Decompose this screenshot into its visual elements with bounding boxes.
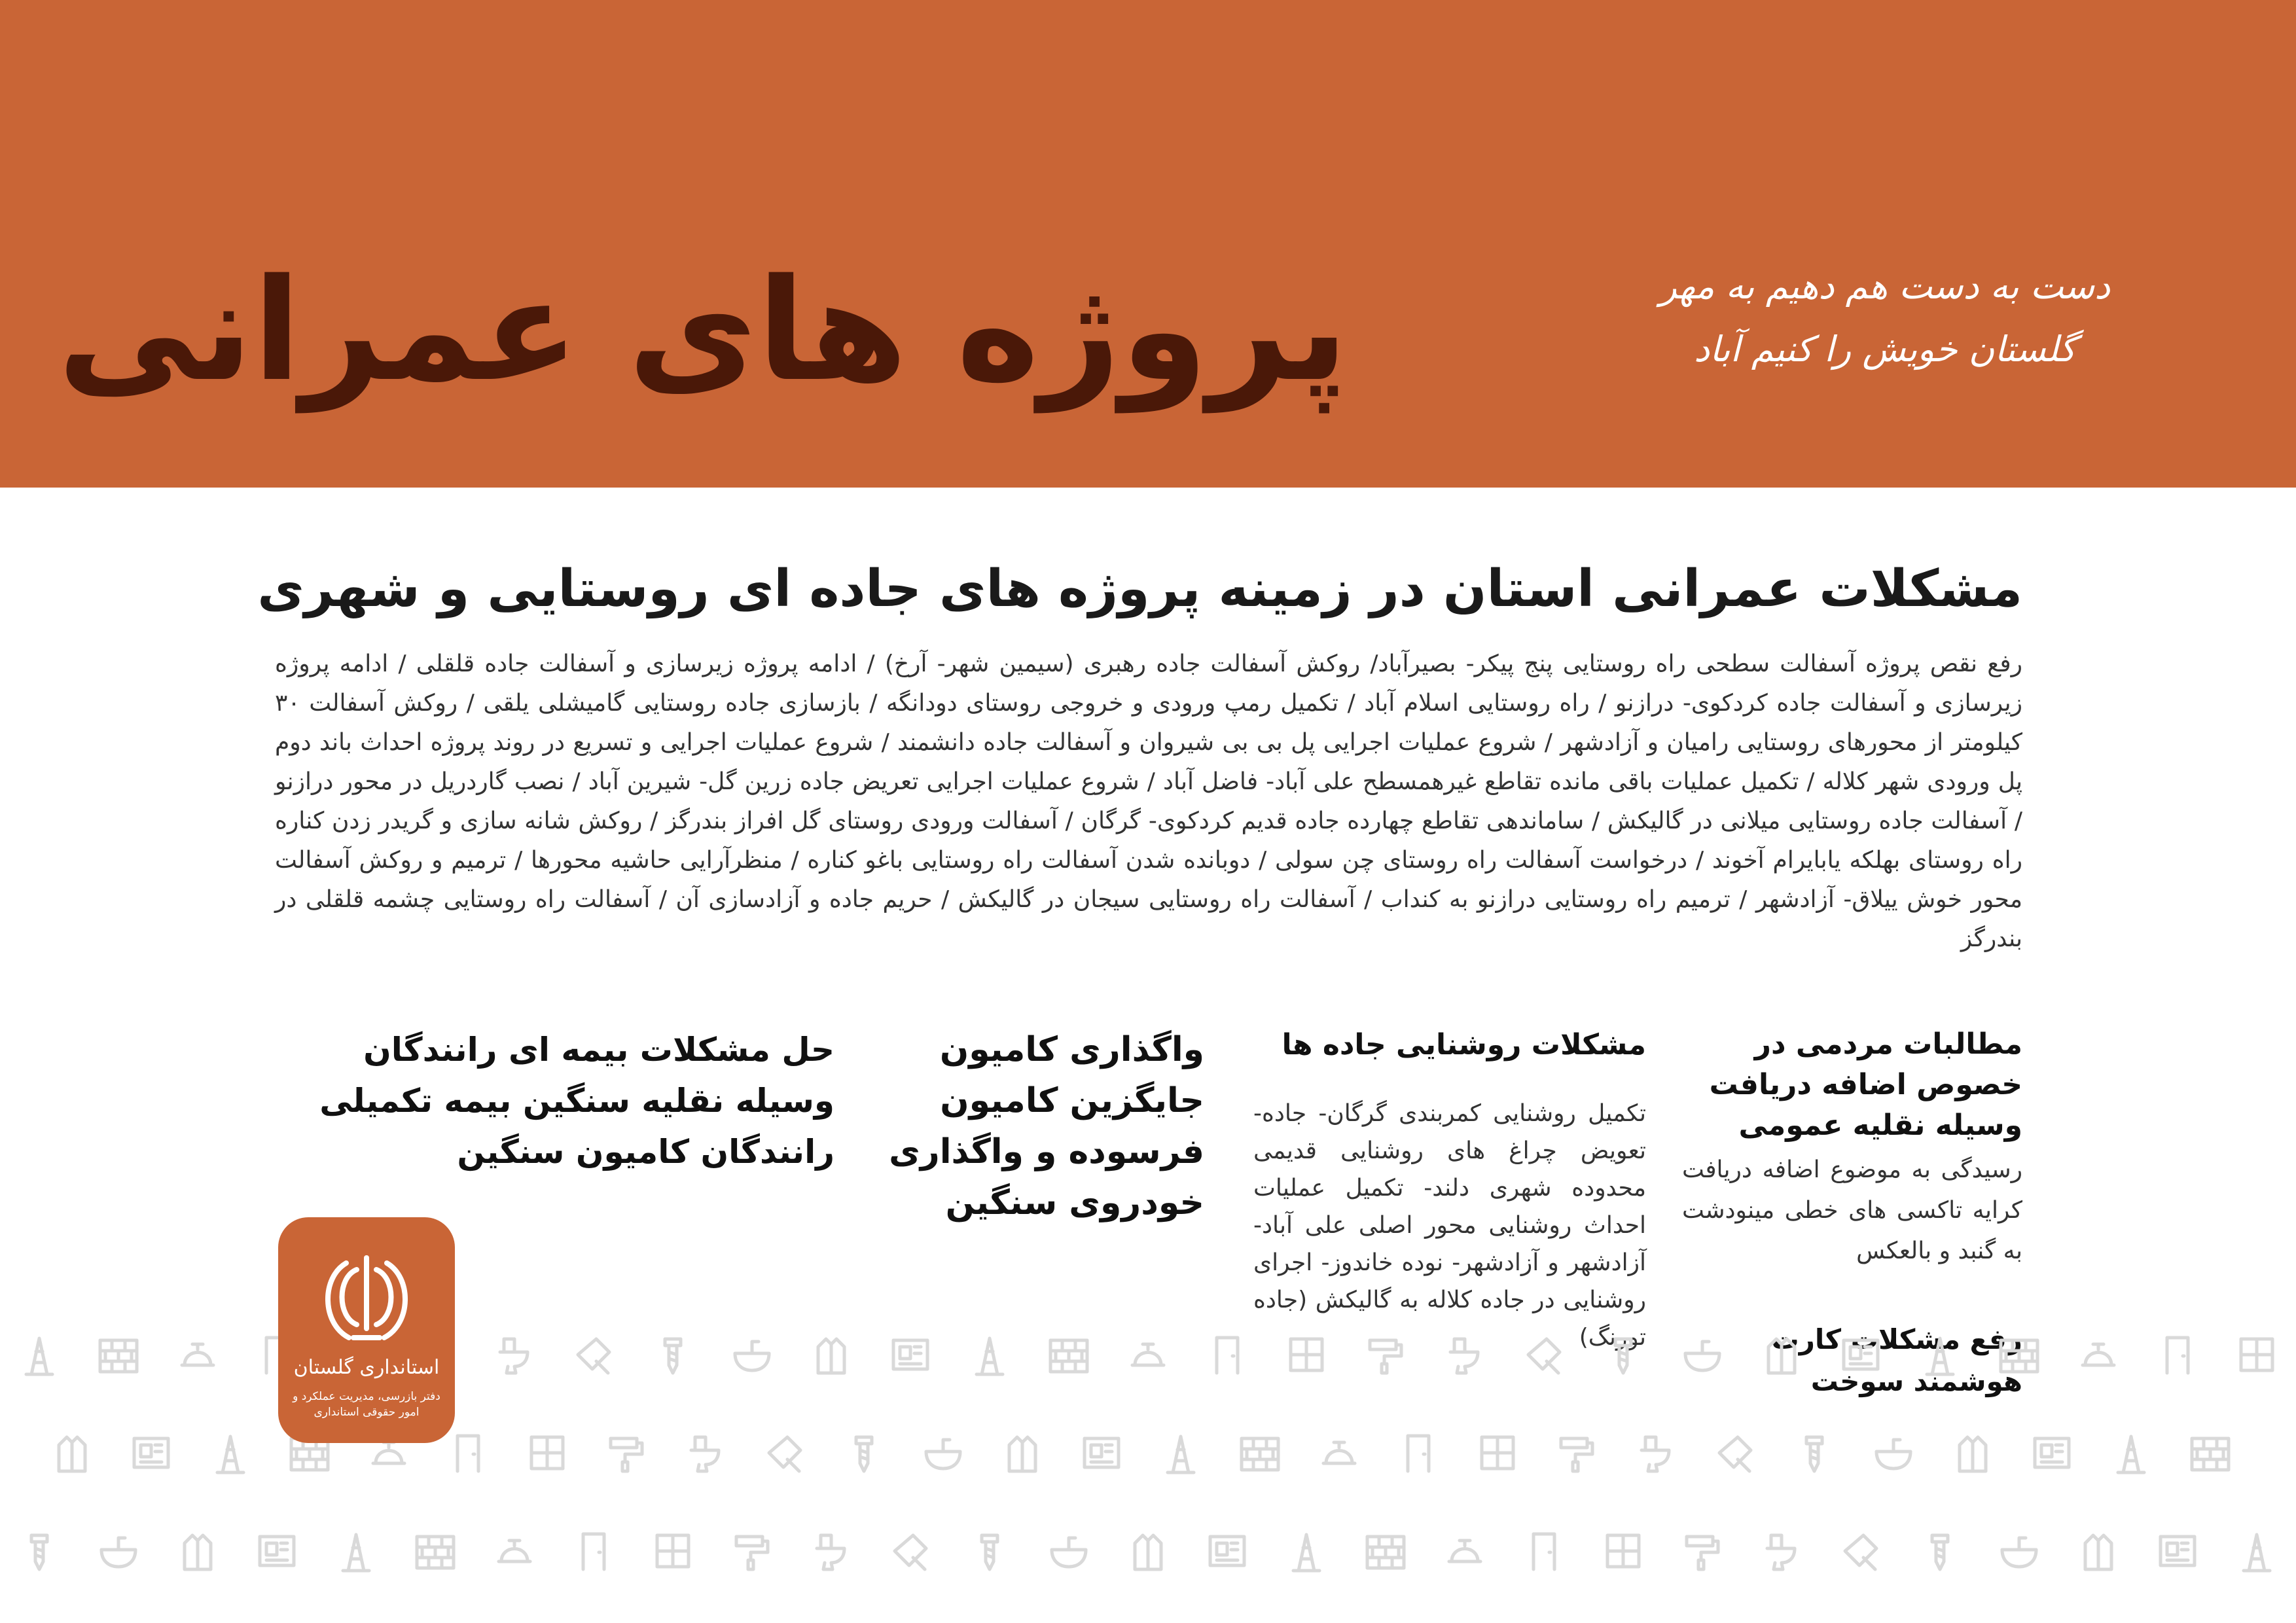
column-subheading: رفع مشکلات کارت هوشمند سوخت xyxy=(1771,1323,2022,1397)
cone-icon xyxy=(217,1436,243,1472)
brick-wall-icon xyxy=(1242,1438,1278,1470)
cone-icon xyxy=(977,1338,1003,1374)
sink-icon xyxy=(101,1538,135,1567)
window-icon xyxy=(657,1535,689,1567)
sink-icon xyxy=(2002,1538,2036,1567)
helmet-icon xyxy=(182,1344,213,1365)
logo-name: استانداری گلستان xyxy=(293,1356,440,1379)
window-icon xyxy=(1482,1437,1513,1469)
paint-roller-icon xyxy=(1370,1340,1401,1373)
page-title: پروژه های عمرانی xyxy=(57,248,1348,412)
cone-icon xyxy=(1293,1535,1319,1571)
governorate-logo xyxy=(278,1217,455,1443)
trowel-icon xyxy=(769,1437,800,1471)
blueprint-icon xyxy=(1844,1340,1878,1369)
helmet-icon xyxy=(1323,1442,1355,1463)
column-heading: مشکلات روشنایی جاده ها xyxy=(1282,1028,1646,1061)
screw-icon xyxy=(1932,1535,1948,1569)
jacket-icon xyxy=(2085,1535,2111,1569)
window-icon xyxy=(1291,1339,1322,1370)
projects-paragraph: رفع نقص پروژه آسفالت سطحی راه روستایی پنج پیکر- بصیرآباد/ روکش آسفالت جاده رهبری (سیمین شهر- آرخ) / ادامه پروژه زیرسازی و آسفالت جاده قلقلی / ادامه پروژه زیرسازی و آسفالت جاده کردکوی- درازنو / راه روستایی اسلام آباد / تکمیل رمپ ورودی و خروجی روستای دودانگه / بازسازی جاده روستایی گامیشلی یلقی / روکش آسفالت ۳۰ کیلومتر از محورهای روستایی رامیان و آزادشهر / شروع عملیات اجرایی پل بی بی شیروان و آسفالت جاده دانشمند / شروع عملیات اجرایی و تسریع در روند پروژه احداث باند دوم پل ورودی شهر کلاله / تکمیل عملیات باقی مانده تقاطع غیرهمسطح علی آباد- فاضل آباد / شروع عملیات اجرایی تعریض جاده زرین گل- شیرین آباد / نصب گاردریل در محور درازنو / آسفالت جاده روستایی میلانی در گالیکش / ساماندهی تقاطع چهارده جاده قدیم کردکوی- گرگان / آسفالت ورودی روستای گل افراز بندرگز / روکش شانه سازی و گریدر زدن کناره راه روستای بهلکه یابایرام آخوند / درخواست آسفالت راه روستای چن سولی / دوبانده شدن آسفالت راه روستایی باغو کناره / منظرآرایی حاشیه محورها / ترمیم و روکش آسفالت محور خوش ییلاق- آزادشهر / ترمیم راه روستایی درازنو به کنداب / آسفالت راه روستایی سیجان در گالیکش / حریم جاده و آزادسازی آن / آسفالت راه روستایی چشمه قلقلی در بندرگز xyxy=(275,651,2022,952)
blueprint-icon xyxy=(2161,1537,2195,1565)
brick-wall-icon xyxy=(417,1537,454,1568)
jacket-icon xyxy=(185,1535,211,1569)
trowel-icon xyxy=(1845,1535,1876,1569)
window-icon xyxy=(2241,1339,2272,1370)
jacket-icon xyxy=(59,1437,85,1471)
helmet-icon xyxy=(373,1442,404,1463)
logo-subtitle: دفتر بازرسی، مدیریت عملکرد و امور حقوقی استانداری xyxy=(293,1390,440,1419)
column-heading: حل مشکلات بیمه ای رانندگان وسیله نقلیه سنگین بیمه تکمیلی رانندگان کامیون سنگین xyxy=(319,1031,834,1171)
main-heading: مشکلات عمرانی استان در زمینه پروژه های جاده ای روستایی و شهری xyxy=(257,560,2022,618)
brick-wall-icon xyxy=(1367,1537,1404,1568)
screw-icon xyxy=(1806,1437,1822,1471)
screw-icon xyxy=(856,1437,872,1471)
jacket-icon xyxy=(1768,1339,1795,1373)
paint-roller-icon xyxy=(1687,1537,1718,1569)
door-icon xyxy=(583,1534,604,1569)
paint-roller-icon xyxy=(611,1438,642,1471)
paint-roller-icon xyxy=(1561,1438,1592,1471)
blueprint-icon xyxy=(1085,1438,1119,1467)
iran-emblem-icon xyxy=(317,1251,416,1349)
toilet-icon xyxy=(817,1535,844,1569)
brick-wall-icon xyxy=(1050,1340,1087,1372)
toilet-icon xyxy=(1641,1437,1669,1471)
door-icon xyxy=(457,1436,478,1471)
trowel-icon xyxy=(1528,1339,1560,1373)
paint-roller-icon xyxy=(736,1537,768,1569)
helmet-icon xyxy=(1449,1541,1480,1561)
cone-icon xyxy=(2244,1535,2270,1571)
blueprint-icon xyxy=(1210,1537,1244,1565)
blueprint-icon xyxy=(134,1438,168,1467)
cone-icon xyxy=(1927,1338,1953,1374)
sink-icon xyxy=(1685,1342,1719,1370)
window-icon xyxy=(531,1437,563,1469)
sink-icon xyxy=(735,1342,769,1370)
column-truck-replacement xyxy=(825,1024,1204,1228)
door-icon xyxy=(1408,1436,1429,1471)
toilet-icon xyxy=(691,1437,719,1471)
brick-wall-icon xyxy=(291,1438,328,1470)
trowel-icon xyxy=(1719,1437,1751,1471)
cone-icon xyxy=(343,1535,369,1571)
slogan-line-2: گلستان خویش را کنیم آباد xyxy=(1694,329,2076,370)
cone-icon xyxy=(1168,1436,1194,1472)
door-icon xyxy=(1534,1534,1554,1569)
blueprint-icon xyxy=(2035,1438,2069,1467)
jacket-icon xyxy=(1009,1437,1035,1471)
cone-icon xyxy=(2118,1436,2144,1472)
helmet-icon xyxy=(499,1541,530,1561)
screw-icon xyxy=(1615,1339,1631,1373)
slogan xyxy=(1623,255,2147,381)
window-icon xyxy=(1607,1535,1639,1567)
jacket-icon xyxy=(1135,1535,1161,1569)
jacket-icon xyxy=(1960,1437,1986,1471)
slogan-line-1: دست به دست هم دهیم به مهر xyxy=(1659,266,2111,307)
column-driver-insurance xyxy=(272,1024,834,1177)
sink-icon xyxy=(1052,1538,1086,1567)
trowel-icon xyxy=(578,1339,609,1373)
column-heading: واگذاری کامیون جایگزین کامیون فرسوده و واگذاری خودروی سنگین xyxy=(889,1030,1204,1222)
screw-icon xyxy=(665,1339,681,1373)
column-body: رسیدگی به موضوع اضافه دریافت کرایه تاکسی های خطی مینودشت به گنبد و بالعکس xyxy=(1682,1156,2022,1264)
screw-icon xyxy=(982,1535,997,1569)
header-banner xyxy=(0,0,2296,488)
door-icon xyxy=(1217,1338,1238,1373)
sink-icon xyxy=(926,1440,960,1469)
column-body: تکمیل روشنایی کمربندی گرگان- جاده- تعویض چراغ های روشنایی قدیمی محدوده شهری دلند- تکمیل عملیات احداث روشنایی محور اصلی علی آباد- آزادشهر و آزادشهر- نوده خاندوز- اجرای روشنایی در جاده کلاله به گالیکش (جاده تورنگ) xyxy=(1253,1100,1646,1351)
brick-wall-icon xyxy=(100,1340,137,1372)
jacket-icon xyxy=(818,1339,844,1373)
helmet-icon xyxy=(2083,1344,2114,1365)
screw-icon xyxy=(31,1535,47,1569)
cone-icon xyxy=(26,1338,52,1374)
blueprint-icon xyxy=(893,1340,927,1369)
toilet-icon xyxy=(1450,1339,1478,1373)
trowel-icon xyxy=(895,1535,926,1569)
brick-wall-icon xyxy=(2192,1438,2229,1470)
sink-icon xyxy=(1876,1440,1910,1469)
toilet-icon xyxy=(500,1339,528,1373)
toilet-icon xyxy=(1767,1535,1795,1569)
column-heading: مطالبات مردمی در خصوص اضافه دریافت وسیله نقلیه عمومی xyxy=(1709,1027,2022,1142)
door-icon xyxy=(2167,1338,2188,1373)
helmet-icon xyxy=(1132,1344,1164,1365)
brick-wall-icon xyxy=(2001,1340,2037,1372)
blueprint-icon xyxy=(260,1537,294,1565)
